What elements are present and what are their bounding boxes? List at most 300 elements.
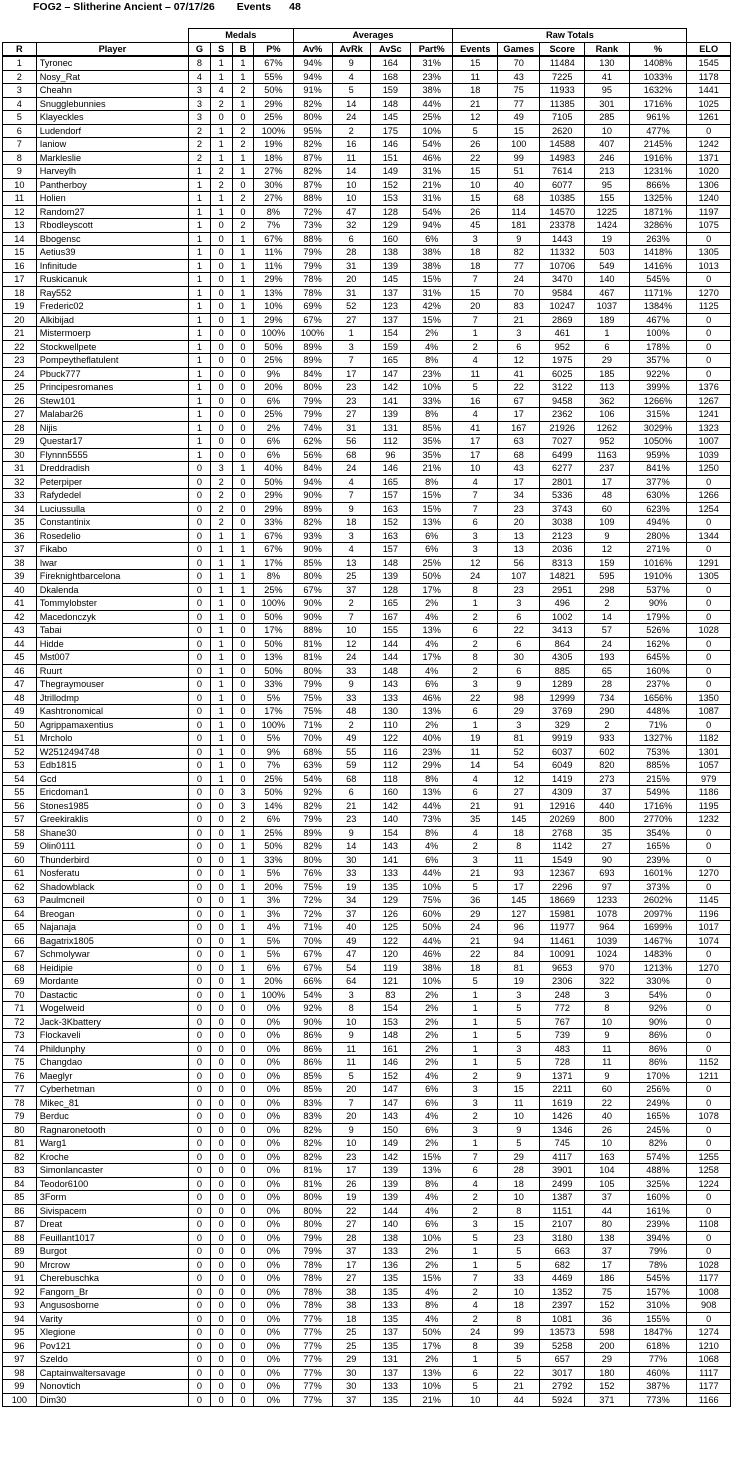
cell-p-pct: 14% [254,799,293,813]
cell-rank: 97 [585,880,630,894]
cell-pct: 237% [629,678,687,692]
cell-avsc: 161 [370,1042,410,1056]
cell-avrk: 23 [332,813,370,827]
cell-part-pct: 6% [410,1123,452,1137]
cell-avrk: 20 [332,273,370,287]
table-row [3,1042,731,1056]
cell-avrk: 19 [332,880,370,894]
cell-s: 0 [210,381,232,395]
cell-s: 2 [210,165,232,179]
cell-part-pct: 2% [410,1042,452,1056]
table-row [3,745,731,759]
cell-b: 0 [232,664,254,678]
cell-g: 1 [189,165,211,179]
cell-elo: 1078 [687,1110,731,1124]
cell-avrk: 54 [332,961,370,975]
cell-rank: 200 [585,1339,630,1353]
cell-games: 28 [498,1164,540,1178]
cell-player: Teodor6100 [36,1177,188,1191]
cell-av-pct: 79% [293,678,332,692]
cell-av-pct: 100% [293,327,332,341]
cell-elo: 1350 [687,691,731,705]
cell-g: 0 [189,853,211,867]
cell-rank: 298 [585,583,630,597]
cell-avsc: 150 [370,1123,410,1137]
cell-p-pct: 0% [254,1393,293,1407]
cell-events: 6 [453,1366,498,1380]
cell-part-pct: 54% [410,138,452,152]
cell-elo: 0 [687,948,731,962]
cell-r: 8 [3,151,37,165]
cell-rank: 213 [585,165,630,179]
cell-r: 87 [3,1218,37,1232]
cell-avrk: 20 [332,1110,370,1124]
cell-avsc: 146 [370,1056,410,1070]
cell-g: 1 [189,259,211,273]
cell-score: 7027 [540,435,585,449]
cell-r: 39 [3,570,37,584]
cell-events: 17 [453,448,498,462]
cell-p-pct: 0% [254,1285,293,1299]
cell-pct: 90% [629,1015,687,1029]
cell-av-pct: 67% [293,948,332,962]
cell-r: 9 [3,165,37,179]
cell-p-pct: 50% [254,84,293,98]
cell-games: 56 [498,556,540,570]
cell-rank: 27 [585,840,630,854]
cell-pct: 753% [629,745,687,759]
cell-avrk: 14 [332,97,370,111]
cell-avrk: 24 [332,651,370,665]
cell-games: 6 [498,340,540,354]
cell-rank: 37 [585,1191,630,1205]
cell-score: 767 [540,1015,585,1029]
cell-part-pct: 50% [410,1326,452,1340]
cell-b: 1 [232,583,254,597]
cell-p-pct: 29% [254,97,293,111]
column-header-player: Player [36,42,188,56]
cell-events: 21 [453,867,498,881]
cell-player: Questar17 [36,435,188,449]
cell-score: 1619 [540,1096,585,1110]
cell-avrk: 10 [332,178,370,192]
cell-elo: 0 [687,610,731,624]
cell-avrk: 17 [332,1164,370,1178]
cell-events: 6 [453,516,498,530]
cell-g: 0 [189,1096,211,1110]
cell-b: 0 [232,1245,254,1259]
cell-player: Pbuck777 [36,367,188,381]
cell-score: 13573 [540,1326,585,1340]
cell-events: 2 [453,610,498,624]
cell-s: 0 [210,867,232,881]
cell-elo: 0 [687,1245,731,1259]
cell-score: 657 [540,1353,585,1367]
cell-avrk: 22 [332,1204,370,1218]
cell-rank: 48 [585,489,630,503]
cell-r: 76 [3,1069,37,1083]
cell-avsc: 160 [370,786,410,800]
cell-b: 0 [232,1083,254,1097]
cell-rank: 35 [585,826,630,840]
cell-pct: 179% [629,610,687,624]
cell-rank: 1225 [585,205,630,219]
table-row [3,1353,731,1367]
cell-part-pct: 23% [410,70,452,84]
cell-score: 3017 [540,1366,585,1380]
cell-games: 5 [498,1353,540,1367]
cell-part-pct: 13% [410,786,452,800]
cell-score: 12367 [540,867,585,881]
cell-player: Xlegione [36,1326,188,1340]
cell-pct: 545% [629,273,687,287]
cell-b: 0 [232,1177,254,1191]
cell-p-pct: 20% [254,975,293,989]
cell-g: 0 [189,1272,211,1286]
cell-elo: 1117 [687,1366,731,1380]
cell-av-pct: 78% [293,1299,332,1313]
cell-games: 114 [498,205,540,219]
cell-b: 1 [232,543,254,557]
cell-avsc: 125 [370,921,410,935]
cell-g: 0 [189,867,211,881]
cell-rank: 60 [585,1083,630,1097]
cell-pct: 271% [629,543,687,557]
cell-part-pct: 10% [410,1380,452,1394]
cell-part-pct: 10% [410,124,452,138]
cell-p-pct: 17% [254,556,293,570]
cell-player: Greekiraklis [36,813,188,827]
cell-part-pct: 4% [410,664,452,678]
cell-player: Warg1 [36,1137,188,1151]
cell-score: 14588 [540,138,585,152]
cell-s: 0 [210,421,232,435]
cell-r: 46 [3,664,37,678]
cell-avrk: 18 [332,516,370,530]
cell-player: Fikabo [36,543,188,557]
cell-rank: 11 [585,1042,630,1056]
cell-b: 0 [232,516,254,530]
cell-events: 1 [453,597,498,611]
cell-score: 3038 [540,516,585,530]
cell-score: 1419 [540,772,585,786]
cell-avrk: 6 [332,786,370,800]
cell-part-pct: 2% [410,1258,452,1272]
cell-avsc: 120 [370,948,410,962]
cell-p-pct: 50% [254,340,293,354]
cell-events: 2 [453,1110,498,1124]
cell-p-pct: 50% [254,840,293,854]
cell-games: 181 [498,219,540,233]
cell-avsc: 154 [370,826,410,840]
cell-part-pct: 13% [410,624,452,638]
cell-part-pct: 6% [410,853,452,867]
cell-part-pct: 4% [410,1069,452,1083]
cell-avsc: 131 [370,421,410,435]
cell-elo: 0 [687,327,731,341]
cell-b: 0 [232,421,254,435]
cell-b: 0 [232,691,254,705]
cell-elo: 0 [687,232,731,246]
cell-player: Nosy_Rat [36,70,188,84]
cell-elo: 1224 [687,1177,731,1191]
cell-avsc: 165 [370,475,410,489]
cell-events: 3 [453,1123,498,1137]
cell-s: 1 [210,570,232,584]
cell-pct: 162% [629,637,687,651]
cell-games: 9 [498,678,540,692]
cell-player: Thunderbird [36,853,188,867]
cell-b: 0 [232,1015,254,1029]
cell-b: 0 [232,1312,254,1326]
cell-part-pct: 13% [410,705,452,719]
cell-elo: 0 [687,1191,731,1205]
cell-b: 0 [232,111,254,125]
cell-events: 7 [453,313,498,327]
cell-pct: 3286% [629,219,687,233]
cell-score: 11977 [540,921,585,935]
cell-events: 12 [453,111,498,125]
table-row [3,340,731,354]
cell-avsc: 146 [370,462,410,476]
cell-games: 20 [498,516,540,530]
cell-rank: 1424 [585,219,630,233]
cell-elo: 1323 [687,421,731,435]
cell-b: 0 [232,489,254,503]
cell-player: Alkibijad [36,313,188,327]
cell-g: 1 [189,394,211,408]
cell-s: 0 [210,448,232,462]
table-row [3,1029,731,1043]
cell-score: 1142 [540,840,585,854]
cell-rank: 189 [585,313,630,327]
cell-elo: 1344 [687,529,731,543]
table-row [3,624,731,638]
cell-p-pct: 50% [254,637,293,651]
cell-score: 2620 [540,124,585,138]
cell-r: 20 [3,313,37,327]
cell-part-pct: 2% [410,1353,452,1367]
cell-b: 0 [232,1393,254,1407]
cell-player: Ludendorf [36,124,188,138]
cell-elo: 979 [687,772,731,786]
cell-rank: 22 [585,1096,630,1110]
cell-avsc: 119 [370,961,410,975]
cell-avsc: 112 [370,759,410,773]
cell-rank: 734 [585,691,630,705]
cell-p-pct: 6% [254,813,293,827]
cell-part-pct: 35% [410,448,452,462]
cell-games: 63 [498,435,540,449]
cell-s: 0 [210,1272,232,1286]
cell-pct: 1171% [629,286,687,300]
cell-r: 2 [3,70,37,84]
cell-avsc: 133 [370,1245,410,1259]
cell-elo: 1291 [687,556,731,570]
cell-av-pct: 82% [293,840,332,854]
table-row [3,718,731,732]
cell-b: 0 [232,1231,254,1245]
cell-avsc: 121 [370,975,410,989]
cell-b: 1 [232,56,254,70]
cell-part-pct: 4% [410,1312,452,1326]
cell-rank: 933 [585,732,630,746]
cell-pct: 77% [629,1353,687,1367]
cell-p-pct: 11% [254,246,293,260]
cell-g: 1 [189,313,211,327]
cell-avrk: 25 [332,570,370,584]
table-row [3,516,731,530]
table-row [3,1393,731,1407]
cell-part-pct: 2% [410,1002,452,1016]
cell-g: 0 [189,732,211,746]
cell-avsc: 122 [370,934,410,948]
cell-pct: 1327% [629,732,687,746]
cell-avsc: 135 [370,1272,410,1286]
column-header-g: G [189,42,211,56]
table-row [3,975,731,989]
table-row [3,97,731,111]
table-row [3,1218,731,1232]
cell-pct: 330% [629,975,687,989]
cell-avsc: 138 [370,1231,410,1245]
cell-score: 3769 [540,705,585,719]
cell-player: Najanaja [36,921,188,935]
cell-events: 4 [453,475,498,489]
cell-avsc: 130 [370,705,410,719]
cell-player: Principesromanes [36,381,188,395]
cell-av-pct: 92% [293,786,332,800]
cell-player: 3Form [36,1191,188,1205]
cell-g: 1 [189,300,211,314]
cell-r: 79 [3,1110,37,1124]
cell-score: 2362 [540,408,585,422]
cell-events: 7 [453,1272,498,1286]
cell-p-pct: 10% [254,300,293,314]
cell-avrk: 17 [332,1258,370,1272]
cell-b: 2 [232,138,254,152]
cell-part-pct: 15% [410,1272,452,1286]
cell-r: 54 [3,772,37,786]
cell-s: 1 [210,745,232,759]
cell-elo: 1178 [687,70,731,84]
cell-avrk: 18 [332,1312,370,1326]
cell-g: 0 [189,691,211,705]
cell-g: 0 [189,502,211,516]
cell-g: 0 [189,624,211,638]
cell-p-pct: 100% [254,597,293,611]
cell-r: 34 [3,502,37,516]
cell-r: 26 [3,394,37,408]
cell-events: 10 [453,1393,498,1407]
cell-player: Nosferatu [36,867,188,881]
cell-av-pct: 94% [293,70,332,84]
cell-g: 0 [189,1069,211,1083]
cell-avrk: 27 [332,408,370,422]
cell-events: 20 [453,300,498,314]
cell-score: 21926 [540,421,585,435]
cell-score: 10706 [540,259,585,273]
cell-avsc: 83 [370,988,410,1002]
cell-g: 1 [189,205,211,219]
table-row [3,327,731,341]
cell-b: 1 [232,259,254,273]
cell-part-pct: 6% [410,529,452,543]
table-row [3,1299,731,1313]
cell-s: 0 [210,948,232,962]
cell-events: 5 [453,975,498,989]
table-row [3,529,731,543]
cell-score: 6277 [540,462,585,476]
cell-b: 0 [232,381,254,395]
cell-s: 0 [210,1191,232,1205]
cell-g: 0 [189,786,211,800]
cell-games: 3 [498,597,540,611]
cell-avsc: 152 [370,178,410,192]
cell-player: Fangorn_Br [36,1285,188,1299]
cell-av-pct: 78% [293,1258,332,1272]
cell-part-pct: 75% [410,894,452,908]
cell-score: 1443 [540,232,585,246]
cell-avrk: 11 [332,1056,370,1070]
cell-games: 11 [498,853,540,867]
cell-av-pct: 83% [293,1096,332,1110]
cell-r: 27 [3,408,37,422]
cell-p-pct: 33% [254,516,293,530]
table-row [3,502,731,516]
cell-part-pct: 13% [410,516,452,530]
cell-r: 16 [3,259,37,273]
cell-b: 0 [232,1339,254,1353]
cell-av-pct: 91% [293,84,332,98]
cell-avrk: 10 [332,1015,370,1029]
cell-s: 0 [210,1326,232,1340]
cell-av-pct: 66% [293,975,332,989]
cell-av-pct: 74% [293,421,332,435]
cell-avrk: 5 [332,84,370,98]
cell-pct: 100% [629,327,687,341]
cell-r: 23 [3,354,37,368]
cell-b: 0 [232,1218,254,1232]
cell-av-pct: 54% [293,988,332,1002]
cell-avrk: 28 [332,1231,370,1245]
cell-games: 6 [498,637,540,651]
cell-part-pct: 35% [410,435,452,449]
cell-score: 4117 [540,1150,585,1164]
cell-elo: 1301 [687,745,731,759]
cell-elo: 1087 [687,705,731,719]
cell-s: 2 [210,516,232,530]
cell-player: Varity [36,1312,188,1326]
cell-avrk: 23 [332,381,370,395]
cell-pct: 82% [629,1137,687,1151]
cell-r: 6 [3,124,37,138]
cell-av-pct: 79% [293,1231,332,1245]
cell-b: 0 [232,1353,254,1367]
cell-games: 100 [498,138,540,152]
cell-part-pct: 50% [410,921,452,935]
cell-player: Harveylh [36,165,188,179]
cell-games: 68 [498,448,540,462]
cell-events: 8 [453,1339,498,1353]
cell-part-pct: 54% [410,205,452,219]
cell-g: 0 [189,826,211,840]
cell-score: 14983 [540,151,585,165]
cell-avsc: 163 [370,529,410,543]
column-header-pct: % [629,42,687,56]
cell-g: 0 [189,1164,211,1178]
cell-av-pct: 78% [293,1272,332,1286]
